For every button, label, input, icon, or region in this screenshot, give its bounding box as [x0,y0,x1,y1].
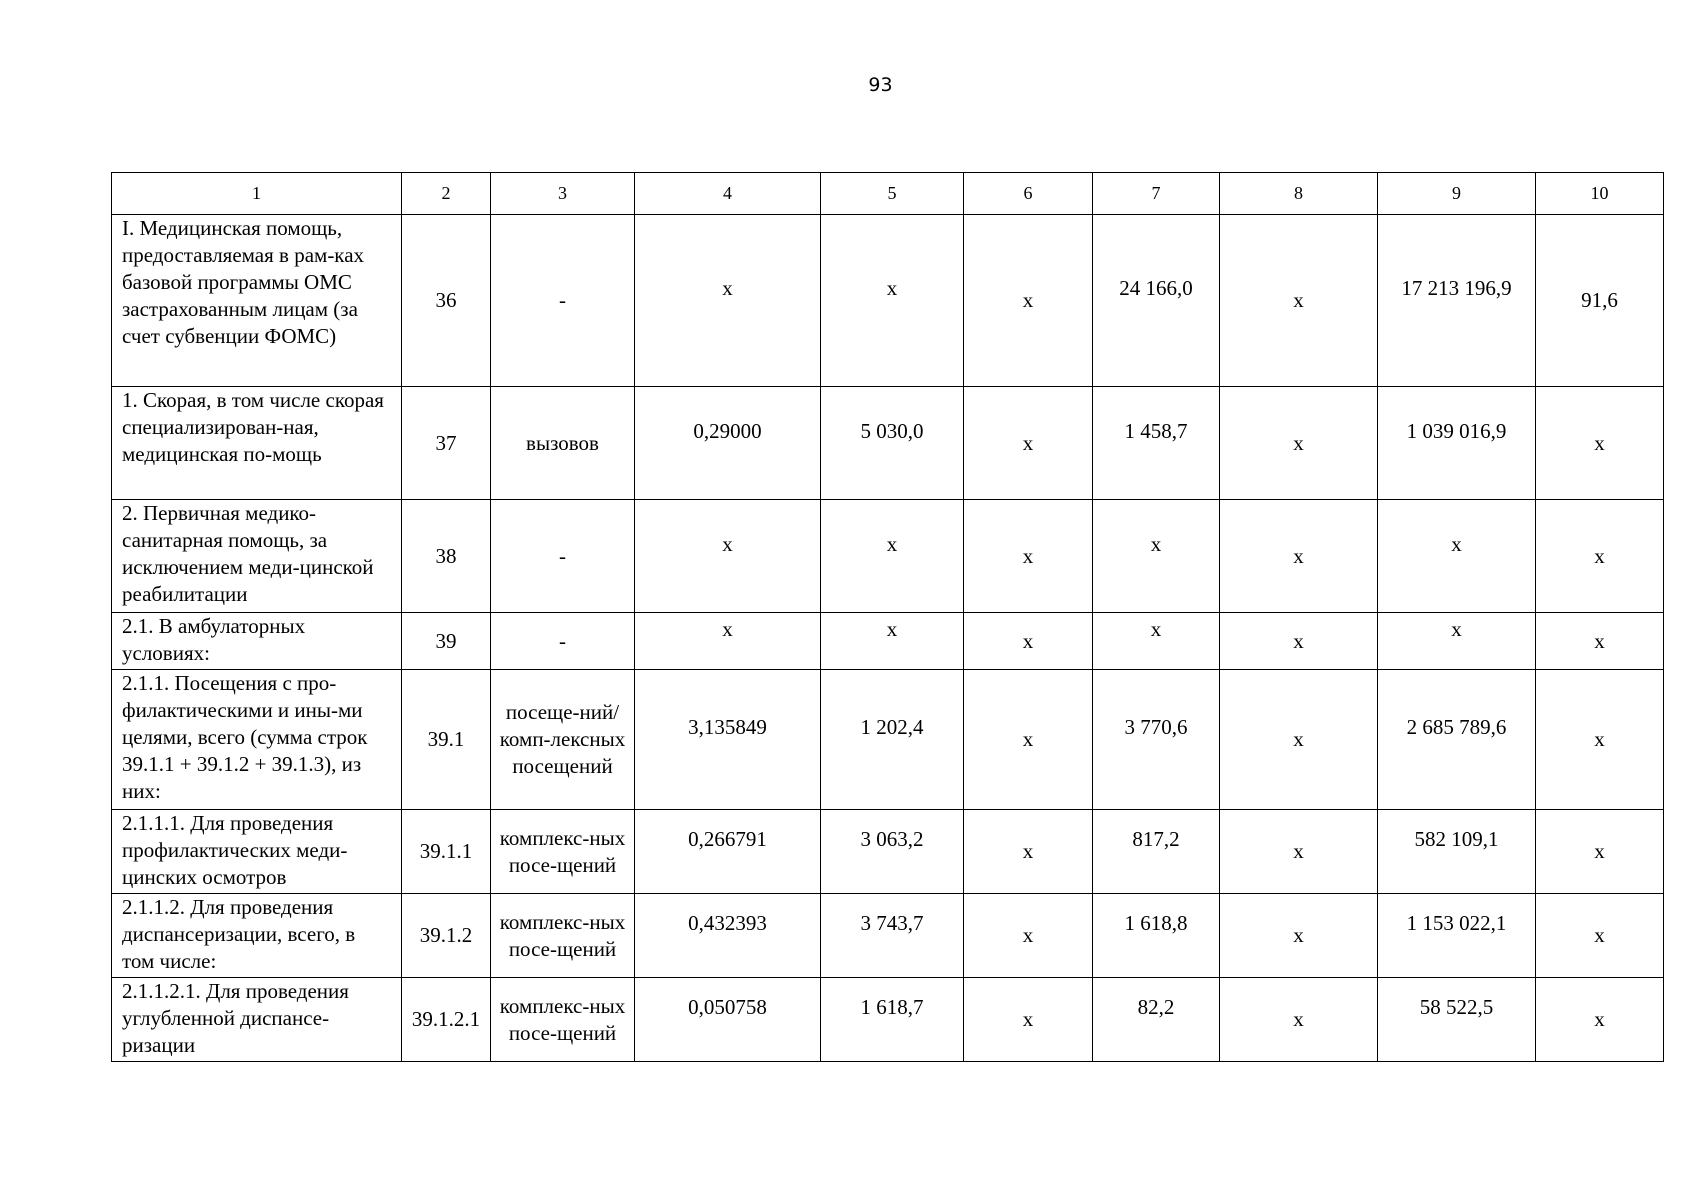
table-cell: х [1536,978,1664,1062]
table-cell: х [1378,500,1536,613]
header-cell: 4 [635,173,821,215]
table-cell: х [1536,670,1664,810]
table-cell: х [635,613,821,670]
table-cell: 0,29000 [635,387,821,500]
table-cell: х [821,613,964,670]
table-cell: х [1220,670,1378,810]
table-cell: х [1536,810,1664,894]
row-name-cell: 2.1.1.2.1. Для проведения углубленной диспансе-ризации [112,978,402,1062]
row-name-cell: 2.1. В амбулаторных условиях: [112,613,402,670]
table-cell: 1 618,7 [821,978,964,1062]
table-cell: 58 522,5 [1378,978,1536,1062]
table-row [112,500,1664,613]
row-name-cell: 1. Скорая, в том числе скорая специализирован-ная, медицинская по-мощь [112,387,402,500]
page-number: 93 [868,74,893,96]
table-cell: х [1536,500,1664,613]
header-cell: 7 [1093,173,1220,215]
table-cell: 39.1.2.1 [402,978,491,1062]
table-cell: х [635,215,821,387]
table-cell: 582 109,1 [1378,810,1536,894]
table-cell: 39.1.2 [402,894,491,978]
table-cell: 82,2 [1093,978,1220,1062]
table-cell: х [964,894,1093,978]
table-cell: х [1093,613,1220,670]
table-cell: комплекс-ных посе-щений [491,810,635,894]
table-row [112,387,1664,500]
table-row [112,810,1664,894]
table-cell: 3,135849 [635,670,821,810]
table-cell: х [964,978,1093,1062]
table-cell: х [1220,215,1378,387]
table-cell: х [1220,613,1378,670]
table-cell: 91,6 [1536,215,1664,387]
table-cell: х [964,500,1093,613]
table-cell: - [491,500,635,613]
table-cell: комплекс-ных посе-щений [491,894,635,978]
table-row [112,670,1664,810]
table-body [112,173,1664,1062]
table-header-row [112,173,1664,215]
table-cell: х [635,500,821,613]
table-cell: 3 770,6 [1093,670,1220,810]
data-table [111,172,1664,1062]
table-row [112,613,1664,670]
table-cell: х [821,215,964,387]
header-cell: 6 [964,173,1093,215]
table-cell: х [964,613,1093,670]
table-cell: 1 039 016,9 [1378,387,1536,500]
table-cell: 5 030,0 [821,387,964,500]
table-row [112,894,1664,978]
table-cell: 0,266791 [635,810,821,894]
table-cell: 3 743,7 [821,894,964,978]
table-cell: 1 202,4 [821,670,964,810]
table-cell: х [1220,387,1378,500]
table-cell: комплекс-ных посе-щений [491,978,635,1062]
table-row [112,978,1664,1062]
table-cell: 38 [402,500,491,613]
header-cell: 5 [821,173,964,215]
header-cell: 3 [491,173,635,215]
table-cell: х [1220,978,1378,1062]
table-cell: х [1536,894,1664,978]
table-cell: х [1220,894,1378,978]
header-cell: 1 [112,173,402,215]
table-cell: 36 [402,215,491,387]
row-name-cell: 2.1.1. Посещения с про-филактическими и ины-ми целями, всего (сумма строк 39.1.1 + 39.1.2 + 39.1.3), из них: [112,670,402,810]
table-cell: 817,2 [1093,810,1220,894]
table-cell: х [821,500,964,613]
header-cell: 8 [1220,173,1378,215]
table-cell: 0,432393 [635,894,821,978]
table-cell: 39 [402,613,491,670]
table-cell: х [964,810,1093,894]
table-cell: 3 063,2 [821,810,964,894]
row-name-cell: 2. Первичная медико-санитарная помощь, за исключением меди-цинской реабилитации [112,500,402,613]
table-cell: х [1220,810,1378,894]
table-cell: х [964,670,1093,810]
table-cell: х [1093,500,1220,613]
table-cell: вызовов [491,387,635,500]
table-cell: х [1378,613,1536,670]
table-cell: х [964,387,1093,500]
table-cell: 37 [402,387,491,500]
table-cell: х [1536,387,1664,500]
table-row [112,215,1664,387]
table-cell: 0,050758 [635,978,821,1062]
table-cell: 1 458,7 [1093,387,1220,500]
table-cell: 39.1 [402,670,491,810]
table-cell: - [491,215,635,387]
row-name-cell: 2.1.1.2. Для проведения диспансеризации, всего, в том числе: [112,894,402,978]
table-cell: 1 153 022,1 [1378,894,1536,978]
table-cell: - [491,613,635,670]
table-cell: 24 166,0 [1093,215,1220,387]
table-cell: 39.1.1 [402,810,491,894]
table-cell: х [1536,613,1664,670]
header-cell: 9 [1378,173,1536,215]
header-cell: 2 [402,173,491,215]
table-cell: 1 618,8 [1093,894,1220,978]
table-cell: 17 213 196,9 [1378,215,1536,387]
table-cell: посеще-ний/комп-лексных посещений [491,670,635,810]
header-cell: 10 [1536,173,1664,215]
table-cell: х [964,215,1093,387]
table-cell: 2 685 789,6 [1378,670,1536,810]
row-name-cell: 2.1.1.1. Для проведения профилактических меди-цинских осмотров [112,810,402,894]
table-cell: х [1220,500,1378,613]
row-name-cell: I. Медицинская помощь, предоставляемая в рам-ках базовой программы ОМС застрахованным лицам (за счет субвенции ФОМС) [112,215,402,387]
